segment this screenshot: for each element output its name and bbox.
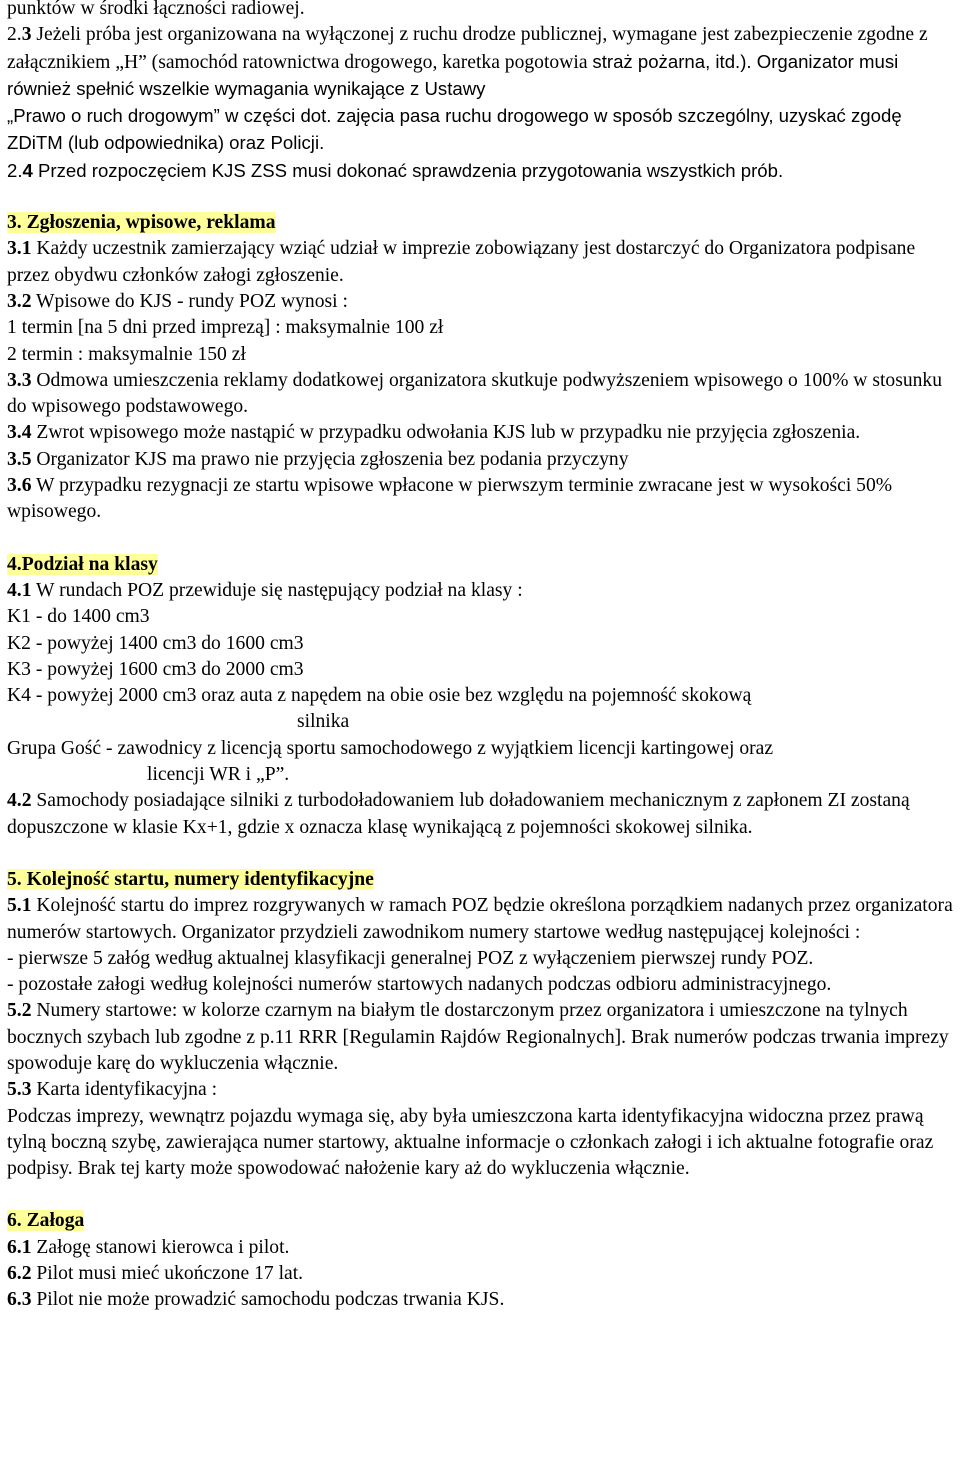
- heading-text: 3. Zgłoszenia, wpisowe, reklama: [7, 212, 276, 234]
- item-text: Samochody posiadające silniki z turbodoładowaniem lub doładowaniem mechanicznym z zapłonem ZI zostaną dopuszczone w klasie Kx+1, gdzie x oznacza klasę wynikającą z pojemności skokowej silnika.: [7, 790, 910, 838]
- item-text: Każdy uczestnik zamierzający wziąć udział w imprezie zobowiązany jest dostarczyć do Organizatora podpisane przez obydwu członków załogi zgłoszenie.: [7, 238, 916, 286]
- item-number: 5.3: [7, 1079, 32, 1101]
- paragraph-2-3: [7, 22, 957, 157]
- item-text: Odmowa umieszczenia reklamy dodatkowej organizatora skutkuje podwyższeniem wpisowego o 100% w stosunku do wpisowego podstawowego.: [7, 369, 943, 418]
- item-number: 3.4: [7, 422, 32, 444]
- list-item: [7, 420, 957, 446]
- paragraph-5-3: [7, 1077, 957, 1103]
- paragraph-text: Przed rozpoczęciem KJS ZSS musi dokonać sprawdzenia przygotowania wszystkich prób.: [32, 159, 784, 181]
- spacer: [7, 526, 957, 552]
- item-text: Zwrot wpisowego może nastąpić w przypadku odwołania KJS lub w przypadku nie przyjęcia zgłoszenia.: [31, 422, 861, 444]
- item-text: Organizator KJS ma prawo nie przyjęcia zgłoszenia bez podania przyczyny: [31, 448, 629, 470]
- class-k4: K4 - powyżej 2000 cm3 oraz auta z napędem na obie osie bez względu na pojemność skokową: [7, 685, 752, 707]
- section-3-heading: [7, 210, 957, 236]
- heading-text: 4.Podział na klasy: [7, 553, 158, 575]
- item-text: Numery startowe: w kolorze czarnym na białym tle dostarczonym przez organizatora i umieszczone na tylnych bocznych szybach lub zgodne z p.11 RRR [Regulamin Rajdów Regionalnych]. Brak numerów podczas trwania imprezy spowoduje karę do wykluczenia włącznie.: [7, 1000, 949, 1074]
- item-number: 5.1: [7, 895, 32, 917]
- item-text: W przypadku rezygnacji ze startu wpisowe wpłacone w pierwszym terminie zwracane jest w wysokości 50% wpisowego.: [7, 475, 893, 523]
- item-text: Pilot musi mieć ukończone 17 lat.: [31, 1263, 304, 1285]
- list-item: [7, 342, 957, 368]
- paragraph-text: zajęcia pasa ruchu drogowego w sposób szczególny, uzyskać zgodę ZDiTM (lub odpowiednika) oraz Policji.: [7, 105, 902, 154]
- item-number: 3.2: [7, 290, 32, 312]
- list-item: - pierwsze 5 załóg według aktualnej klasyfikacji generalnej POZ z wyłączeniem pierwszej rundy POZ.: [7, 947, 814, 969]
- class-k1: K1 - do 1400 cm3: [7, 606, 150, 628]
- list-item: - pozostałe załogi według kolejności numerów startowych nadanych podczas odbioru administracyjnego.: [7, 974, 832, 996]
- item-number: 4: [22, 159, 33, 181]
- item-text: Załogę stanowi kierowca i pilot.: [31, 1236, 290, 1258]
- class-k4-continuation: silnika: [297, 711, 350, 733]
- list-item: [7, 1235, 957, 1261]
- paragraph-4-2: [7, 788, 957, 841]
- list-item: [7, 289, 957, 315]
- list-item: [7, 1287, 957, 1313]
- paragraph-text: „Prawo o ruch drogowym” w części dot.: [7, 105, 337, 127]
- item-text: Kolejność startu do imprez rozgrywanych w ramach POZ będzie określona porządkiem nadanych przez organizatora numerów startowych. Organizator przydzieli zawodnikom numery startowe według następującej kolejności :: [7, 895, 953, 943]
- heading-text: 6. Załoga: [7, 1210, 85, 1232]
- class-guest: Grupa Gość - zawodnicy z licencją sportu samochodowego z wyjątkiem licencji kartingowej oraz: [7, 737, 774, 759]
- section-6-heading: [7, 1208, 957, 1234]
- list-item: [7, 236, 957, 289]
- paragraph-2-4: [7, 158, 957, 184]
- paragraph-5-3-body: Podczas imprezy, wewnątrz pojazdu wymaga się, aby była umieszczona karta identyfikacyjna widoczna przez prawą tylną boczną szybę, zawierająca numer startowy, aktualne informacje o członkach załogi i ich aktualne fotografie oraz podpisy. Brak tej karty może spowodować nałożenie kary aż do wykluczenia włącznie.: [7, 1105, 934, 1180]
- item-text: Wpisowe do KJS - rundy POZ wynosi :: [31, 290, 348, 312]
- class-guest-continuation: licencji WR i „P”.: [147, 764, 290, 786]
- item-number: 6.3: [7, 1289, 32, 1311]
- item-number: 6.2: [7, 1263, 32, 1285]
- document-page: [7, 0, 957, 1314]
- spacer: [7, 1182, 957, 1208]
- item-number: 3.3: [7, 369, 32, 391]
- item-text: 2 termin : maksymalnie 150 zł: [7, 343, 246, 365]
- item-text: 1 termin [na 5 dni przed imprezą] : maksymalnie 100 zł: [7, 317, 444, 339]
- list-item: [7, 368, 957, 421]
- item-number: 3.5: [7, 448, 32, 470]
- item-number: 4.2: [7, 790, 32, 812]
- paragraph-5-1: [7, 893, 957, 946]
- item-number: 3: [21, 24, 32, 46]
- item-text: Pilot nie może prowadzić samochodu podczas trwania KJS.: [31, 1289, 505, 1311]
- class-k2: K2 - powyżej 1400 cm3 do 1600 cm3: [7, 632, 304, 654]
- item-number: 3.1: [7, 238, 32, 260]
- item-number: 3.6: [7, 475, 32, 497]
- item-number: 5.2: [7, 1000, 32, 1022]
- item-number: 2.: [7, 159, 23, 181]
- heading-text: 5. Kolejność startu, numery identyfikacyjne: [7, 868, 374, 890]
- list-item: [7, 447, 957, 473]
- item-number: 2.: [7, 24, 22, 46]
- item-number: 6.1: [7, 1236, 32, 1258]
- spacer: [7, 841, 957, 867]
- spacer: [7, 184, 957, 210]
- paragraph-2-2-tail: punktów w środki łączności radiowej.: [7, 0, 305, 19]
- class-k3: K3 - powyżej 1600 cm3 do 2000 cm3: [7, 658, 304, 680]
- list-item: [7, 315, 957, 341]
- list-item: [7, 1261, 957, 1287]
- item-number: 4.1: [7, 579, 32, 601]
- list-item: [7, 473, 957, 526]
- item-text: W rundach POZ przewiduje się następujący podział na klasy :: [31, 579, 523, 601]
- paragraph-4-1: [7, 578, 957, 604]
- item-text: Karta identyfikacyjna :: [31, 1079, 218, 1101]
- section-4-heading: [7, 552, 957, 578]
- section-3-items: [7, 236, 957, 525]
- paragraph-5-2: [7, 998, 957, 1077]
- section-5-heading: [7, 867, 957, 893]
- paragraph-text: straż pożarna, itd.). Organizator musi również spełnić wszelkie wymagania wynikające z Ustawy: [7, 50, 899, 99]
- paragraph-text: Jeżeli próba jest organizowana na wyłączonej z ruchu drodze publicznej, wymagane jest zabezpieczenie zgodne z załącznikiem „H” (samochód ratownictwa drogowego, karetka pogotowia: [7, 24, 928, 73]
